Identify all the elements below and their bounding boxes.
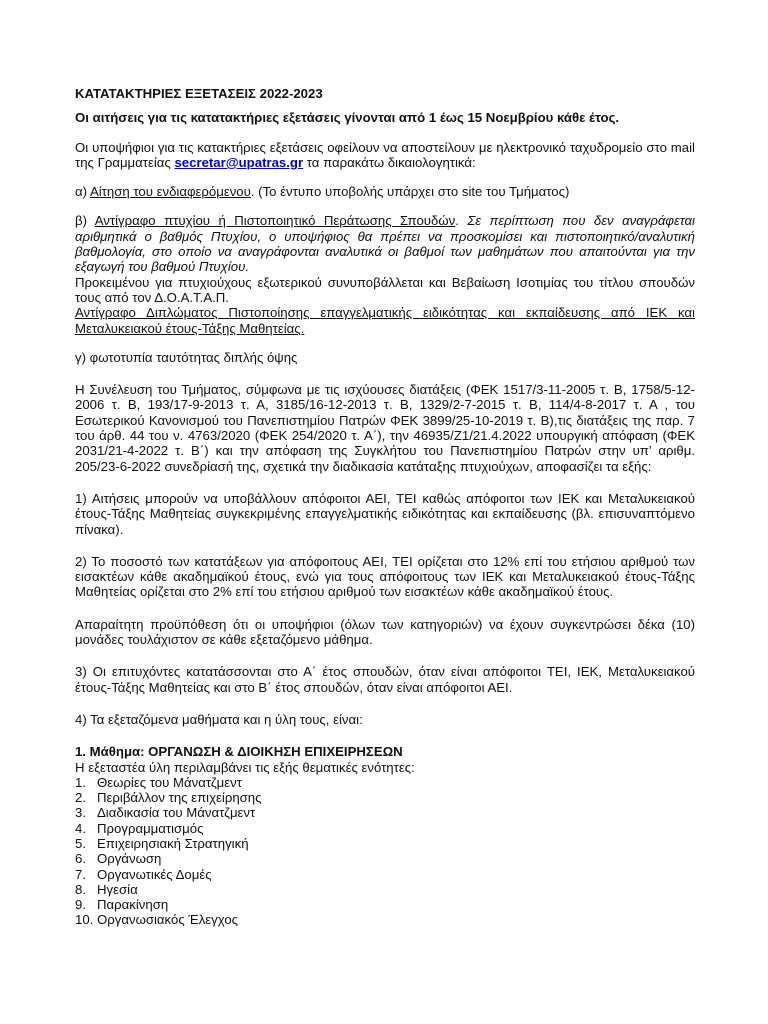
topic-number: 6. (75, 851, 86, 867)
degree-grade-note: Σε περίπτωση που δεν αναγράφεται αριθμητικά ο βαθμός Πτυχίου, ο υποψήφιος θα πρέπει να προσκομίσει και πιστοποιητικό/αναλυτική βαθμολογία, στο οποίο να αναγράφονται αναλυτικά οι βαθμοί των μαθημάτων που απαιτούνται για την εξαγωγή του βαθμού Πτυχίου. (75, 213, 695, 275)
application-link[interactable]: Αίτηση του ενδιαφερόμενου (89, 184, 251, 200)
requirement-b: β) Αντίγραφο πτυχίου ή Πιστοποιητικό Περάτωσης Σπουδών. Σε περίπτωση που δεν αναγράφεται αριθμητικά ο βαθμός Πτυχίου, ο υποψήφιος θα πρέπει να προσκομίσει και πιστοποιητικό/αναλυτική βαθμολογία, στο οποίο να αναγράφονται αναλυτικά οι βαθμοί των μαθημάτων που απαιτούνται για την εξαγωγή του βαθμού Πτυχίου. (75, 213, 695, 275)
course-1-topic-list (75, 775, 695, 928)
document-title: ΚΑΤΑΤΑΚΤΗΡΙΕΣ ΕΞΕΤΑΣΕΙΣ 2022-2023 (75, 86, 323, 101)
topic-list-item (75, 912, 695, 927)
topic-number: 1. (75, 774, 86, 790)
topic-text: Παρακίνηση (97, 897, 169, 913)
topic-list-item (75, 775, 695, 790)
topic-number: 8. (75, 881, 86, 897)
topic-number: 4. (75, 820, 86, 836)
intro-paragraph: Οι υποψήφιοι για τις κατακτήριες εξετάσεις οφείλουν να αποστείλουν με ηλεκτρονικό ταχυδρομείο στο mail της Γραμματείας secretar@upatras.gr τα παρακάτω δικαιολογητικά: (75, 139, 695, 170)
topic-text: Οργανωσιακός Έλεγχος (97, 912, 239, 928)
topic-list-item (75, 790, 695, 805)
topic-list-item (75, 867, 695, 882)
topic-list-item (75, 897, 695, 912)
prerequisite-paragraph: Απαραίτητη προϋπόθεση ότι οι υποψήφιοι (όλων των κατηγοριών) να έχουν συγκεντρώσει δέκα (10) μονάδες τουλάχιστον σε κάθε εξεταζόμενο μάθημα. (75, 616, 695, 648)
topic-list-item (75, 805, 695, 820)
requirement-c: γ) φωτοτυπία ταυτότητας διπλής όψης (75, 349, 298, 365)
topic-list-item (75, 851, 695, 866)
point-1-eligibility: 1) Αιτήσεις μπορούν να υποβάλλουν απόφοιτοι ΑΕΙ, ΤΕΙ καθώς απόφοιτοι των ΙΕΚ και Μεταλυκειακού έτους-Τάξης Μαθητείας συγκεκριμένης επαγγελματικής ειδικότητας και εκπαίδευσης (βλ. επισυναπτόμενο πίνακα). (75, 490, 695, 537)
topic-text: Ηγεσία (97, 881, 138, 897)
topic-text: Επιχειρησιακή Στρατηγική (97, 835, 249, 851)
course-1-intro: Η εξεταστέα ύλη περιλαμβάνει τις εξής θεματικές ενότητες: (75, 759, 415, 775)
topic-text: Θεωρίες του Μάνατζμεντ (97, 774, 242, 790)
topic-number: 7. (75, 866, 86, 882)
topic-text: Προγραμματισμός (97, 820, 204, 836)
topic-list-item (75, 836, 695, 851)
topic-number: 2. (75, 790, 86, 806)
point-2-quota: 2) Το ποσοστό των κατατάξεων για απόφοιτους ΑΕΙ, ΤΕΙ ορίζεται στο 12% επί του ετήσιου αριθμού των εισακτέων κάθε ακαδημαϊκού έτους, ενώ για τους απόφοιτους των ΙΕΚ και Μεταλυκειακού έτους-Τάξης Μαθητείας ορίζεται στο 2% επί του ετήσιου αριθμού των εισακτέων κάθε ακαδημαϊκού έτους. (75, 553, 695, 600)
topic-number: 5. (75, 835, 86, 851)
requirement-a: α) Αίτηση του ενδιαφερόμενου. (Το έντυπο υποβολής υπάρχει στο site του Τμήματος) (75, 184, 570, 200)
point-4-courses: 4) Τα εξεταζόμενα μαθήματα και η ύλη τους, είναι: (75, 711, 363, 727)
point-3-placement: 3) Οι επιτυχόντες κατατάσσονται στο Α΄ έτος σπουδών, όταν είναι απόφοιτοι ΤΕΙ, ΙΕΚ, Μεταλυκειακού έτους-Τάξης Μαθητείας και στο Β΄ έτος σπουδών, όταν είναι απόφοιτοι ΑΕΙ. (75, 664, 695, 695)
topic-number: 9. (75, 897, 86, 913)
topic-list-item (75, 821, 695, 836)
secretariat-email-link[interactable]: secretar@upatras.gr (174, 154, 304, 170)
foreign-graduates-note: Προκειμένου για πτυχιούχους εξωτερικού συνυποβάλλεται και Βεβαίωση Ισοτιμίας του τίτλου σπουδών τους από τον Δ.Ο.Α.Τ.Α.Π. (75, 274, 695, 305)
topic-list-item (75, 882, 695, 897)
topic-number: 3. (75, 805, 86, 821)
document-body (75, 86, 695, 928)
topic-number: 10. (75, 912, 94, 928)
iek-diploma-requirement: Αντίγραφο Διπλώματος Πιστοποίησης επαγγελματικής ειδικότητας και εκπαίδευσης από ΙΕΚ και Μεταλυκειακού έτους-Τάξης Μαθητείας. (75, 305, 695, 336)
topic-text: Οργάνωση (97, 851, 162, 867)
topic-text: Οργανωτικές Δομές (97, 866, 212, 882)
degree-copy-link[interactable]: Αντίγραφο πτυχίου ή Πιστοποιητικό Περάτωσης Σπουδών (94, 213, 456, 229)
assembly-decision-paragraph: Η Συνέλευση του Τμήματος, σύμφωνα με τις ισχύουσες διατάξεις (ΦΕΚ 1517/3-11-2005 τ. Β, 1758/5-12-2006 τ. Β, 193/17-9-2013 τ. Α, 3185/16-12-2013 τ. Β, 1329/2-7-2015 τ. Β, 114/4-8-2017 τ. Α , του Εσωτερικού Κανονισμού του Πανεπιστημίου Πατρών ΦΕΚ 3899/25-10-2019 τ. Β),τις διατάξεις της παρ. 7 του άρθ. 44 του ν. 4763/2020 (ΦΕΚ 254/2020 τ. Α΄), την 46935/Ζ1/21.4.2022 υπουργική απόφαση (ΦΕΚ 2031/21-4-2022 τ. Β΄) και την απόφαση της Συγκλήτου του Πανεπιστημίου Πατρών στην υπ’ αριθμ. 205/23-6-2022 συνεδρίασή της, σχετικά την διαδικασία κατάταξης πτυχιούχων, αποφασίζει τα εξής: (75, 382, 695, 474)
application-period-note: Οι αιτήσεις για τις κατατακτήριες εξετάσεις γίνονται από 1 έως 15 Νοεμβρίου κάθε έτος. (75, 110, 620, 126)
topic-text: Περιβάλλον της επιχείρησης (97, 790, 262, 806)
course-1-heading: 1. Μάθημα: ΟΡΓΑΝΩΣΗ & ΔΙΟΙΚΗΣΗ ΕΠΙΧΕΙΡΗΣΕΩΝ (75, 744, 403, 760)
topic-text: Διαδικασία του Μάνατζμεντ (97, 805, 256, 821)
